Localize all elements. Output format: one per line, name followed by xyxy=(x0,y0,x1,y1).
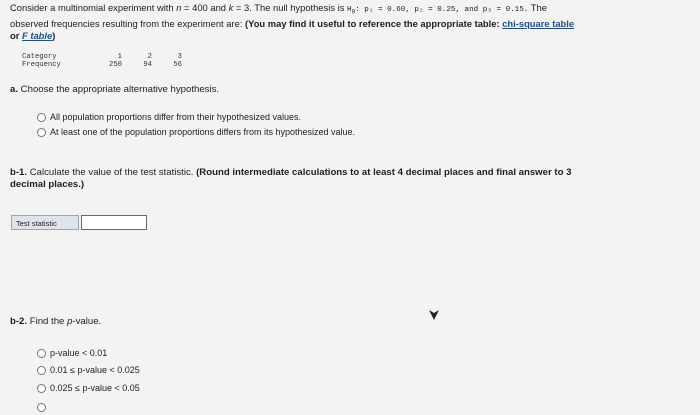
intro-line-2: observed frequencies resulting from the experiment are: (You may find it useful to reference the appropriate table: chi-square table xyxy=(10,18,575,30)
radio-button[interactable] xyxy=(37,384,46,393)
pvalue-option-1[interactable]: p-value < 0.01 xyxy=(37,348,107,358)
radio-button[interactable] xyxy=(37,366,46,375)
intro-line-3: or F table) xyxy=(10,29,56,41)
mouse-cursor-icon xyxy=(428,307,440,321)
test-statistic-label: Test statistic xyxy=(11,215,79,230)
chi-square-table-link[interactable]: chi-square table xyxy=(502,18,575,30)
frequency-row-label: Frequency xyxy=(22,61,61,69)
table-cell: 250 xyxy=(109,61,122,69)
table-row xyxy=(18,53,186,61)
part-a-question: a. Choose the appropriate alternative hypothesis. xyxy=(10,84,220,95)
table-cell: 56 xyxy=(173,61,182,69)
pvalue-option-3[interactable]: 0.025 ≤ p-value < 0.05 xyxy=(37,383,140,393)
table-cell: 94 xyxy=(143,61,152,69)
null-hypothesis: $H_0$: p₁ = 0.60, p₂ = 0.25, and p₃ = 0.15. xyxy=(347,6,529,16)
table-row xyxy=(18,61,186,69)
problem-intro xyxy=(10,2,574,41)
table-cell: 2 xyxy=(147,53,152,61)
pvalue-option-2[interactable]: 0.01 ≤ p-value < 0.025 xyxy=(37,365,140,375)
radio-button[interactable] xyxy=(37,113,46,122)
pvalue-option-4[interactable] xyxy=(37,402,50,412)
table-cell: 1 xyxy=(117,53,122,61)
part-b1-question: b-1. Calculate the value of the test statistic. (Round intermediate calculations to at least 4 decimal places and final answer to 3 decimal places.) xyxy=(10,167,572,190)
part-a-option-1[interactable]: All population proportions differ from their hypothesized values. xyxy=(37,112,301,122)
f-table-link[interactable]: F table xyxy=(21,29,53,41)
intro-line-1: Consider a multinomial experiment with n = 400 and k = 3. The null hypothesis is $H_0$: p₁ = 0.60, p₂ = 0.25, and p₃ = 0.15. The xyxy=(10,2,547,16)
frequency-table xyxy=(18,53,186,69)
test-statistic-input[interactable] xyxy=(81,215,147,230)
radio-button[interactable] xyxy=(37,349,46,358)
category-row-label: Category xyxy=(22,53,57,61)
part-a-option-2[interactable]: At least one of the population proportions differs from its hypothesized value. xyxy=(37,127,355,137)
table-cell: 3 xyxy=(177,53,182,61)
radio-button[interactable] xyxy=(37,403,46,412)
part-b2-question: b-2. Find the p-value. xyxy=(10,316,102,327)
radio-button[interactable] xyxy=(37,128,46,137)
